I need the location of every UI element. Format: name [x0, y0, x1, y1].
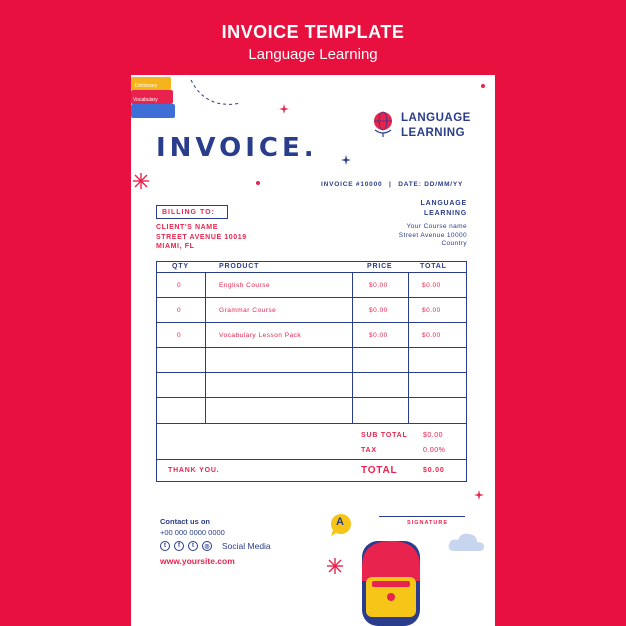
sparkle-icon [474, 490, 484, 500]
table-divider [157, 322, 466, 323]
table-column-divider [408, 272, 409, 423]
logo-line2: LEARNING [401, 127, 466, 139]
header-price: PRICE [367, 263, 393, 270]
sparkle-icon [341, 155, 351, 165]
tax-value: 0.00% [423, 447, 446, 454]
row1-price: $0.00 [369, 282, 388, 289]
row3-qty: 0 [177, 332, 182, 339]
row3-total: $0.00 [422, 332, 441, 339]
school-line2: LEARNING [424, 209, 467, 217]
cloud-icon [447, 531, 487, 555]
invoice-date: DATE: DD/MM/YY [398, 181, 464, 188]
total-value: $0.00 [423, 467, 445, 474]
facebook-icon[interactable]: f [174, 541, 184, 551]
subtotal-label: SUB TOTAL [361, 432, 408, 439]
blue-book [131, 104, 175, 118]
header-product: PRODUCT [219, 263, 260, 270]
signature-line [379, 516, 465, 517]
meta-separator: | [389, 181, 392, 188]
table-divider [157, 347, 466, 348]
table-divider [157, 297, 466, 298]
tax-label: TAX [361, 447, 377, 454]
table-divider [157, 397, 466, 398]
school-name [421, 199, 467, 218]
social-media-label: Social Media [222, 541, 271, 551]
dot-decoration [481, 84, 485, 88]
social-row [160, 541, 271, 551]
dot-decoration [256, 181, 260, 185]
invoice-meta [321, 181, 463, 188]
row2-total: $0.00 [422, 307, 441, 314]
invoice-table [156, 261, 467, 482]
client-name: CLIENT'S NAME [156, 224, 218, 231]
books-illustration [131, 75, 181, 123]
asterisk-icon [327, 558, 343, 574]
row2-qty: 0 [177, 307, 182, 314]
backpack-illustration [358, 537, 424, 626]
invoice-title: INVOICE. [156, 133, 318, 163]
phone-number[interactable]: +00 000 0000 0000 [160, 528, 225, 537]
table-column-divider [352, 272, 353, 423]
tumblr-icon[interactable]: t [160, 541, 170, 551]
table-divider [157, 423, 466, 424]
thank-you-text: THANK YOU. [168, 467, 220, 474]
instagram-icon[interactable]: ◎ [202, 541, 212, 551]
row1-total: $0.00 [422, 282, 441, 289]
contact-block [160, 516, 225, 538]
header-total: TOTAL [420, 263, 447, 270]
asterisk-icon [133, 173, 149, 189]
billing-label: BILLING TO: [162, 209, 215, 216]
invoice-number: INVOICE #10000 [321, 181, 383, 188]
book1-label: Dictionary [135, 83, 158, 89]
book2-label: Vocabulary [133, 97, 158, 103]
school-address [399, 223, 467, 249]
signature-label: SIGNATURE [407, 520, 448, 526]
twitter-icon[interactable]: t [188, 541, 198, 551]
total-label: TOTAL [361, 465, 398, 476]
subtotal-value: $0.00 [423, 432, 444, 439]
row3-price: $0.00 [369, 332, 388, 339]
school-line1: LANGUAGE [420, 200, 467, 207]
logo-text [401, 111, 471, 141]
page-subtitle: Language Learning [248, 46, 378, 63]
row1-product: English Course [219, 282, 271, 289]
website-link[interactable]: www.yoursite.com [160, 556, 235, 566]
row2-product: Grammar Course [219, 307, 277, 314]
row1-qty: 0 [177, 282, 182, 289]
page-title: INVOICE TEMPLATE [221, 22, 405, 42]
table-divider [157, 272, 466, 273]
school-course: Your Course name [406, 223, 467, 230]
table-divider [157, 372, 466, 373]
client-info [156, 223, 247, 252]
globe-icon [371, 110, 395, 138]
school-street: Street Avenue 10000 [398, 231, 467, 239]
bubble-letter: A [336, 516, 344, 528]
client-street: STREET AVENUE 10019 [156, 233, 247, 241]
client-city: MIAMI, FL [156, 243, 195, 250]
school-country: Country [441, 240, 467, 247]
row3-product: Vocabulary Lesson Pack [219, 332, 302, 339]
header-qty: QTY [172, 263, 189, 270]
table-column-divider [205, 272, 206, 423]
contact-label: Contact us on [160, 517, 210, 526]
logo-line1: LANGUAGE [401, 112, 471, 124]
row2-price: $0.00 [369, 307, 388, 314]
table-divider [157, 459, 466, 460]
invoice-sheet [131, 75, 495, 626]
sparkle-icon [279, 104, 289, 114]
